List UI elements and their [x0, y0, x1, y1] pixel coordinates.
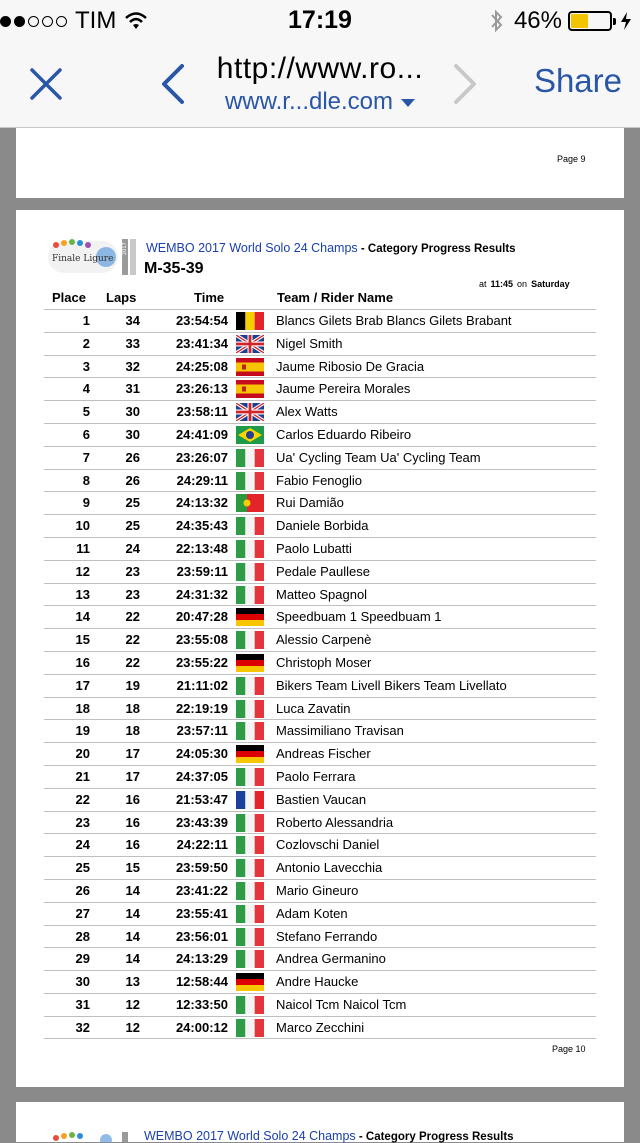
- laps-cell: 14: [125, 928, 140, 944]
- place-cell: 12: [75, 563, 90, 579]
- place-cell: 5: [82, 404, 90, 420]
- table-row: [44, 605, 596, 628]
- rider-name-cell: Fabio Fenoglio: [276, 472, 362, 488]
- italy-flag-icon: [236, 472, 264, 490]
- rider-name-cell: Matteo Spagnol: [276, 586, 368, 602]
- portugal-flag-icon: [236, 494, 264, 512]
- on-day: Saturday: [531, 279, 570, 289]
- laps-cell: 12: [125, 996, 140, 1012]
- germany-flag-icon: [236, 973, 264, 991]
- italy-flag-icon: [236, 996, 264, 1014]
- table-row: [44, 469, 596, 492]
- table-row: [44, 332, 596, 355]
- title-separator: -: [357, 243, 368, 255]
- rider-name-cell: Jaume Ribosio De Gracia: [276, 358, 425, 374]
- laps-cell: 16: [125, 837, 140, 853]
- column-place: Place: [52, 290, 86, 305]
- italy-flag-icon: [236, 1019, 264, 1037]
- event-logo: [46, 237, 142, 279]
- place-cell: 2: [82, 335, 90, 351]
- time-cell: 22:13:48: [175, 540, 228, 556]
- rider-name-cell: Nigel Smith: [276, 335, 343, 351]
- rider-name-cell: Cozlovschi Daniel: [276, 837, 380, 853]
- time-cell: 24:29:11: [176, 472, 228, 488]
- germany-flag-icon: [236, 654, 264, 672]
- rider-name-cell: Adam Koten: [276, 905, 348, 921]
- germany-flag-icon: [236, 745, 264, 763]
- table-row: [44, 925, 596, 948]
- france-flag-icon: [236, 791, 264, 809]
- rider-name-cell: Rui Damião: [276, 495, 344, 511]
- laps-cell: 22: [125, 632, 140, 648]
- uk-flag-icon: [236, 335, 264, 353]
- place-cell: 18: [75, 700, 90, 716]
- time-cell: 23:26:07: [175, 449, 228, 465]
- laps-cell: 26: [125, 449, 140, 465]
- event-title: WEMBO 2017 World Solo 24 Champs: [146, 241, 358, 255]
- italy-flag-icon: [236, 859, 264, 877]
- laps-cell: 14: [125, 882, 140, 898]
- laps-cell: 30: [125, 426, 140, 442]
- place-cell: 14: [75, 609, 90, 625]
- laps-cell: 14: [125, 951, 140, 967]
- rider-name-cell: Andre Haucke: [276, 974, 359, 990]
- table-row: [44, 583, 596, 606]
- table-row: [44, 537, 596, 560]
- table-row: [44, 674, 596, 697]
- close-icon[interactable]: [26, 64, 66, 104]
- time-cell: 23:58:11: [176, 404, 228, 420]
- rider-name-cell: Carlos Eduardo Ribeiro: [276, 426, 412, 442]
- time-cell: 22:19:19: [175, 700, 228, 716]
- rider-name-cell: Blancs Gilets Brab Blancs Gilets Brabant: [276, 313, 512, 328]
- spain-flag-icon: [236, 358, 264, 376]
- germany-flag-icon: [236, 608, 264, 626]
- table-row: [44, 833, 596, 856]
- laps-cell: 33: [125, 335, 140, 351]
- pdf-page-previous: [16, 128, 624, 198]
- time-cell: 24:31:32: [175, 586, 228, 602]
- rider-name-cell: Massimiliano Travisan: [276, 723, 404, 739]
- rider-name-cell: Luca Zavatin: [276, 700, 351, 716]
- italy-flag-icon: [236, 928, 264, 946]
- table-row: [44, 742, 596, 765]
- table-row: [44, 765, 596, 788]
- url-title[interactable]: http://www.ro...: [216, 52, 424, 85]
- status-bar: [0, 0, 640, 40]
- place-cell: 8: [82, 472, 90, 488]
- table-row: [44, 628, 596, 651]
- place-cell: 27: [75, 905, 90, 921]
- event-logo: [46, 1130, 142, 1142]
- time-cell: 23:59:11: [176, 563, 228, 579]
- table-row: [44, 560, 596, 583]
- page-number: Page 9: [557, 154, 586, 164]
- status-right: [490, 6, 632, 36]
- rider-name-cell: Stefano Ferrando: [276, 928, 378, 944]
- battery-level: [571, 14, 588, 28]
- laps-cell: 13: [125, 974, 140, 990]
- rider-name-cell: Pedale Paullese: [276, 563, 370, 579]
- rider-name-cell: Speedbuam 1 Speedbuam 1: [276, 609, 442, 625]
- logo-year: 2017: [122, 242, 128, 255]
- time-cell: 24:35:43: [175, 518, 228, 534]
- time-cell: 23:56:01: [175, 928, 228, 944]
- bluetooth-icon: [490, 8, 504, 34]
- rider-name-cell: Christoph Moser: [276, 654, 372, 670]
- place-cell: 16: [75, 654, 90, 670]
- table-row: [44, 309, 596, 332]
- table-row: [44, 788, 596, 811]
- place-cell: 10: [75, 518, 90, 534]
- time-cell: 23:55:41: [175, 905, 228, 921]
- battery-icon: [568, 11, 612, 31]
- laps-cell: 24: [125, 540, 140, 556]
- table-row: [44, 719, 596, 742]
- place-cell: 13: [75, 586, 90, 602]
- laps-cell: 34: [125, 313, 140, 328]
- table-row: [44, 514, 596, 537]
- table-row: [44, 377, 596, 400]
- italy-flag-icon: [236, 449, 264, 467]
- place-cell: 28: [75, 928, 90, 944]
- time-cell: 23:57:11: [176, 723, 228, 739]
- place-cell: 4: [82, 381, 90, 397]
- report-title: [144, 1129, 514, 1143]
- place-cell: 11: [76, 540, 90, 556]
- rider-name-cell: Marco Zecchini: [276, 1019, 365, 1035]
- place-cell: 15: [75, 632, 90, 648]
- italy-flag-icon: [236, 722, 264, 740]
- time-cell: 23:59:50: [175, 860, 228, 876]
- url-domain-text: www.r...dle.com: [224, 88, 394, 115]
- logo-text: Finale Ligure: [52, 254, 114, 264]
- column-name: Team / Rider Name: [277, 290, 394, 305]
- category-code: M-35-39: [144, 260, 204, 277]
- place-cell: 30: [75, 974, 90, 990]
- title-separator: -: [355, 1131, 366, 1143]
- italy-flag-icon: [236, 905, 264, 923]
- place-cell: 25: [75, 860, 90, 876]
- rider-name-cell: Alex Watts: [276, 404, 338, 420]
- share-button[interactable]: Share: [533, 62, 622, 99]
- laps-cell: 19: [125, 677, 140, 693]
- page-number: Page 10: [552, 1044, 586, 1054]
- report-title: [146, 241, 516, 255]
- italy-flag-icon: [236, 882, 264, 900]
- rider-name-cell: Paolo Ferrara: [276, 768, 356, 784]
- time-cell: 24:37:05: [175, 768, 228, 784]
- italy-flag-icon: [236, 768, 264, 786]
- place-cell: 26: [75, 882, 90, 898]
- italy-flag-icon: [236, 631, 264, 649]
- time-cell: 21:11:02: [176, 677, 228, 693]
- battery-percent: 46%: [513, 7, 562, 34]
- rider-name-cell: Ua' Cycling Team Ua' Cycling Team: [276, 449, 481, 465]
- place-cell: 32: [75, 1019, 90, 1035]
- at-label: at: [479, 279, 487, 289]
- table-row: [44, 697, 596, 720]
- time-cell: 20:47:28: [175, 609, 228, 625]
- column-laps: Laps: [106, 290, 137, 305]
- place-cell: 24: [75, 837, 90, 853]
- table-row: [44, 423, 596, 446]
- time-cell: 23:54:54: [175, 313, 228, 328]
- place-cell: 3: [82, 358, 90, 374]
- uk-flag-icon: [236, 403, 264, 421]
- belgium-flag-icon: [236, 312, 264, 330]
- rider-name-cell: Mario Gineuro: [276, 882, 359, 898]
- time-cell: 23:43:39: [175, 814, 228, 830]
- laps-cell: 23: [125, 563, 140, 579]
- category-title: Category Progress Results: [365, 1131, 514, 1143]
- laps-cell: 15: [125, 860, 140, 876]
- italy-flag-icon: [236, 950, 264, 968]
- place-cell: 7: [82, 449, 90, 465]
- laps-cell: 30: [125, 404, 140, 420]
- time-cell: 24:13:29: [175, 951, 228, 967]
- spain-flag-icon: [236, 380, 264, 398]
- italy-flag-icon: [236, 563, 264, 581]
- rider-name-cell: Jaume Pereira Morales: [276, 381, 411, 397]
- time-cell: 23:55:08: [175, 632, 228, 648]
- table-row: [44, 355, 596, 378]
- pdf-page-next: [16, 1102, 624, 1142]
- carrier-name: TIM: [75, 7, 117, 34]
- table-row: [44, 879, 596, 902]
- brazil-flag-icon: [236, 426, 264, 444]
- time-cell: 24:13:32: [175, 495, 228, 511]
- table-row: [44, 491, 596, 514]
- laps-cell: 17: [125, 768, 140, 784]
- table-row: [44, 400, 596, 423]
- table-row: [44, 811, 596, 834]
- at-time: 11:45: [490, 279, 514, 289]
- pdf-page-results: [16, 210, 624, 1087]
- place-cell: 29: [75, 951, 90, 967]
- time-cell: 12:58:44: [175, 974, 228, 990]
- browser-nav-bar: [0, 40, 640, 128]
- time-cell: 24:41:09: [175, 426, 228, 442]
- rider-name-cell: Bastien Vaucan: [276, 791, 367, 807]
- laps-cell: 22: [125, 654, 140, 670]
- laps-cell: 14: [125, 905, 140, 921]
- laps-cell: 23: [125, 586, 140, 602]
- results-table: [44, 309, 596, 1039]
- time-cell: 23:41:22: [175, 882, 228, 898]
- charging-icon: [620, 11, 632, 31]
- laps-cell: 16: [125, 814, 140, 830]
- place-cell: 22: [75, 791, 90, 807]
- laps-cell: 16: [125, 791, 140, 807]
- time-cell: 23:55:22: [175, 654, 228, 670]
- place-cell: 19: [75, 723, 90, 739]
- back-arrow-icon[interactable]: [158, 62, 188, 106]
- time-cell: 21:53:47: [175, 791, 228, 807]
- laps-cell: 18: [125, 700, 140, 716]
- time-cell: 24:22:11: [176, 837, 228, 853]
- table-row: [44, 902, 596, 925]
- laps-cell: 31: [125, 381, 140, 397]
- place-cell: 31: [75, 996, 90, 1012]
- laps-cell: 32: [125, 358, 140, 374]
- rider-name-cell: Daniele Borbida: [276, 518, 369, 534]
- rider-name-cell: Andreas Fischer: [276, 746, 371, 762]
- table-row: [44, 651, 596, 674]
- column-time: Time: [194, 290, 225, 305]
- event-title: WEMBO 2017 World Solo 24 Champs: [144, 1129, 356, 1143]
- rider-name-cell: Bikers Team Livell Bikers Team Livellato: [276, 677, 507, 693]
- place-cell: 6: [82, 426, 90, 442]
- place-cell: 20: [75, 746, 90, 762]
- rider-name-cell: Alessio Carpenè: [276, 632, 372, 648]
- laps-cell: 18: [125, 723, 140, 739]
- time-cell: 23:26:13: [175, 381, 228, 397]
- clock: 17:19: [288, 6, 352, 34]
- place-cell: 17: [75, 677, 90, 693]
- italy-flag-icon: [236, 586, 264, 604]
- italy-flag-icon: [236, 677, 264, 695]
- italy-flag-icon: [236, 836, 264, 854]
- rider-name-cell: Roberto Alessandria: [276, 814, 394, 830]
- laps-cell: 12: [125, 1019, 140, 1035]
- chevron-down-icon: [401, 99, 415, 107]
- table-row: [44, 993, 596, 1016]
- table-row: [44, 970, 596, 993]
- place-cell: 23: [75, 814, 90, 830]
- rider-name-cell: Naicol Tcm Naicol Tcm: [276, 996, 407, 1012]
- category-title: Category Progress Results: [367, 243, 516, 255]
- on-label: on: [517, 279, 528, 289]
- rider-name-cell: Antonio Lavecchia: [276, 860, 383, 876]
- forward-arrow-icon[interactable]: [450, 62, 480, 106]
- place-cell: 21: [75, 768, 90, 784]
- time-cell: 24:05:30: [175, 746, 228, 762]
- laps-cell: 26: [125, 472, 140, 488]
- time-cell: 24:25:08: [175, 358, 228, 374]
- italy-flag-icon: [236, 517, 264, 535]
- rider-name-cell: Paolo Lubatti: [276, 540, 352, 556]
- time-cell: 23:41:34: [175, 335, 228, 351]
- rider-name-cell: Andrea Germanino: [276, 951, 386, 967]
- laps-cell: 25: [125, 495, 140, 511]
- place-cell: 9: [82, 495, 90, 511]
- italy-flag-icon: [236, 700, 264, 718]
- table-row: [44, 947, 596, 970]
- place-cell: 1: [82, 313, 90, 328]
- table-row: [44, 446, 596, 469]
- time-cell: 12:33:50: [175, 996, 228, 1012]
- results-table-header: [16, 290, 624, 310]
- laps-cell: 22: [125, 609, 140, 625]
- timestamp-line: [479, 279, 574, 289]
- laps-cell: 25: [125, 518, 140, 534]
- laps-cell: 17: [125, 746, 140, 762]
- url-domain[interactable]: [190, 88, 450, 116]
- italy-flag-icon: [236, 540, 264, 558]
- time-cell: 24:00:12: [175, 1019, 228, 1035]
- table-row: [44, 856, 596, 879]
- italy-flag-icon: [236, 814, 264, 832]
- table-row: [44, 1016, 596, 1039]
